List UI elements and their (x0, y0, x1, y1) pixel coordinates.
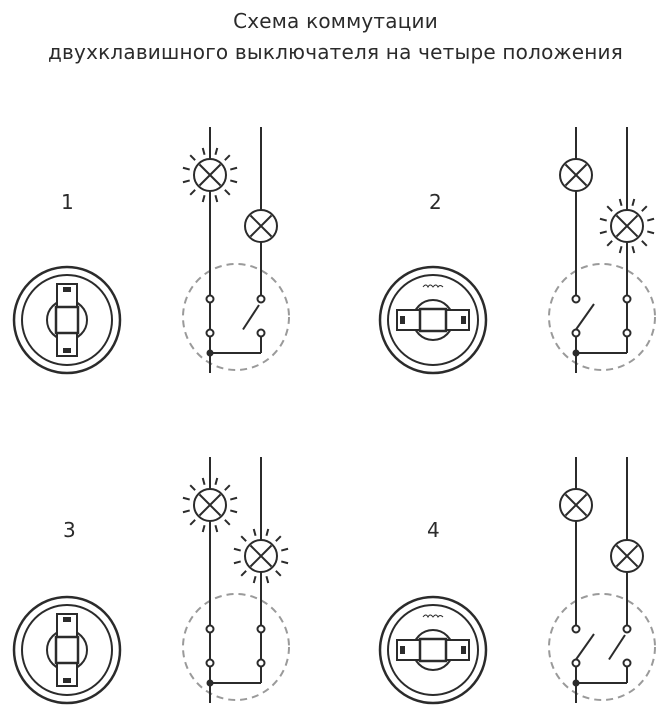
circuit-3-lamp-left-ray (203, 478, 205, 485)
circuit-4-junction-dot (573, 680, 580, 687)
position-number-4: 4 (427, 518, 440, 542)
circuit-4 (549, 457, 655, 703)
circuit-3-lamp-right-ray (281, 561, 288, 563)
circuit-3 (183, 457, 289, 703)
position-3 (14, 457, 289, 703)
circuit-3-terminal (207, 626, 214, 633)
circuit-2-lamp-right-ray (642, 206, 647, 211)
circuit-2-dashed-circle (549, 264, 655, 370)
circuit-2-terminal (573, 296, 580, 303)
circuit-3-dashed-circle (183, 594, 289, 700)
circuit-3-terminal (258, 660, 265, 667)
circuit-3-lamp-right-ray (281, 549, 288, 551)
switch-plate-2-lever-hub (420, 309, 446, 331)
circuit-1-lamp-left-ray (225, 190, 230, 195)
switch-plate-1-lever-tip-b (63, 287, 71, 292)
circuit-3-lamp-right-ray (254, 529, 256, 536)
switch-plate-3-lever-tip-a (63, 678, 71, 683)
circuit-3-lamp-left-ray (215, 525, 217, 532)
circuit-4-switch-right-open (609, 635, 625, 660)
circuit-3-lamp-right-ray (266, 529, 268, 536)
circuit-2-lamp-right-ray (647, 231, 654, 233)
switch-plate-4-lever-tip-a (461, 646, 466, 654)
switch-plate-4-lever-hub (420, 639, 446, 661)
circuit-3-terminal (258, 626, 265, 633)
circuit-3-terminal (207, 660, 214, 667)
switch-plate-4-toggle (397, 639, 469, 661)
circuit-3-lamp-right-ray (276, 536, 281, 541)
circuit-3-lamp-left-ray (230, 498, 237, 500)
switch-plate-3-lever-tip-b (63, 617, 71, 622)
circuit-4-lamp-left (560, 489, 592, 521)
switch-plate-3 (14, 597, 120, 703)
circuit-1-junction-dot (207, 350, 214, 357)
position-1 (14, 127, 289, 373)
circuit-4-switch-left-open (576, 634, 594, 660)
circuit-2-terminal (624, 296, 631, 303)
circuit-2 (549, 127, 655, 373)
diagram-title-line-1: Схема коммутации (233, 9, 438, 33)
circuit-2-lamp-right-ray (607, 241, 612, 246)
circuit-4-dashed-circle (549, 594, 655, 700)
circuit-3-lamp-left-ray (190, 520, 195, 525)
circuit-1-lamp-left-ray (225, 155, 230, 160)
circuit-3-lamp-right-ray (241, 536, 246, 541)
circuit-2-lamp-right-ray (600, 231, 607, 233)
circuit-4-lamp-right (611, 540, 643, 572)
circuit-2-lamp-right-ray (647, 219, 654, 221)
circuit-3-lamp-right-ray (234, 561, 241, 563)
switch-plate-2 (380, 267, 486, 373)
switch-plate-2-lever-tip-b (400, 316, 405, 324)
position-number-3: 3 (63, 518, 76, 542)
circuit-3-lamp-left-ray (225, 485, 230, 490)
circuit-4-terminal (573, 626, 580, 633)
switch-plate-4-lever-tip-b (400, 646, 405, 654)
circuit-1-terminal (207, 296, 214, 303)
circuit-3-lamp-left-ray (183, 510, 190, 512)
circuit-3-lamp-right-ray (276, 571, 281, 576)
circuit-1-lamp-left-ray (203, 148, 205, 155)
switch-plate-2-toggle (397, 309, 469, 331)
circuit-3-lamp-left-ray (190, 485, 195, 490)
circuit-2-lamp-right-ray (600, 219, 607, 221)
circuit-4-terminal (624, 626, 631, 633)
switch-plate-1-toggle (56, 284, 78, 356)
circuit-2-lamp-right-ray (620, 199, 622, 206)
circuit-1-lamp-left-ray (190, 190, 195, 195)
circuit-2-terminal (624, 330, 631, 337)
circuit-2-lamp-right-ray (607, 206, 612, 211)
circuit-1-lamp-left-ray (183, 168, 190, 170)
circuit-1-lamp-left-ray (190, 155, 195, 160)
circuit-2-lamp-left (560, 159, 592, 191)
circuit-3-junction-dot (207, 680, 214, 687)
circuit-4-terminal (624, 660, 631, 667)
circuit-3-lamp-right-ray (266, 576, 268, 583)
circuit-1-lamp-left-ray (203, 195, 205, 202)
circuit-3-lamp-left-ray (230, 510, 237, 512)
switch-plate-4 (380, 597, 486, 703)
circuit-3-lamp-left-ray (183, 498, 190, 500)
diagram-title-line-2: двухклавишного выключателя на четыре положения (48, 40, 623, 64)
position-2 (380, 127, 655, 373)
circuit-3-lamp-left-ray (215, 478, 217, 485)
circuit-2-lamp-right-ray (620, 246, 622, 253)
circuit-1-terminal (207, 330, 214, 337)
circuit-2-terminal (573, 330, 580, 337)
switch-plate-1 (14, 267, 120, 373)
circuit-1-terminal (258, 330, 265, 337)
circuit-1 (183, 127, 289, 373)
circuit-1-switch-right-open (243, 305, 259, 330)
circuit-1-lamp-left-ray (230, 180, 237, 182)
position-4 (380, 457, 655, 703)
circuit-2-junction-dot (573, 350, 580, 357)
switch-plate-2-lever-tip-a (461, 316, 466, 324)
switch-plate-1-lever-hub (56, 307, 78, 333)
circuit-3-lamp-right-ray (241, 571, 246, 576)
circuit-1-lamp-left-ray (215, 195, 217, 202)
circuit-1-lamp-right (245, 210, 277, 242)
circuit-1-terminal (258, 296, 265, 303)
switch-plate-1-lever-tip-a (63, 348, 71, 353)
circuit-3-lamp-right-ray (254, 576, 256, 583)
circuit-3-lamp-right-ray (234, 549, 241, 551)
circuit-1-lamp-left-ray (215, 148, 217, 155)
switch-plate-3-toggle (56, 614, 78, 686)
circuit-1-lamp-left-ray (230, 168, 237, 170)
circuit-2-lamp-right-ray (632, 199, 634, 206)
circuit-2-lamp-right-ray (642, 241, 647, 246)
circuit-2-lamp-right-ray (632, 246, 634, 253)
circuit-1-dashed-circle (183, 264, 289, 370)
circuit-1-lamp-left-ray (183, 180, 190, 182)
circuit-3-lamp-left-ray (203, 525, 205, 532)
switch-plate-3-lever-hub (56, 637, 78, 663)
circuit-3-lamp-left-ray (225, 520, 230, 525)
position-number-2: 2 (429, 190, 442, 214)
position-number-1: 1 (61, 190, 74, 214)
circuit-2-switch-left-open (576, 304, 594, 330)
circuit-4-terminal (573, 660, 580, 667)
